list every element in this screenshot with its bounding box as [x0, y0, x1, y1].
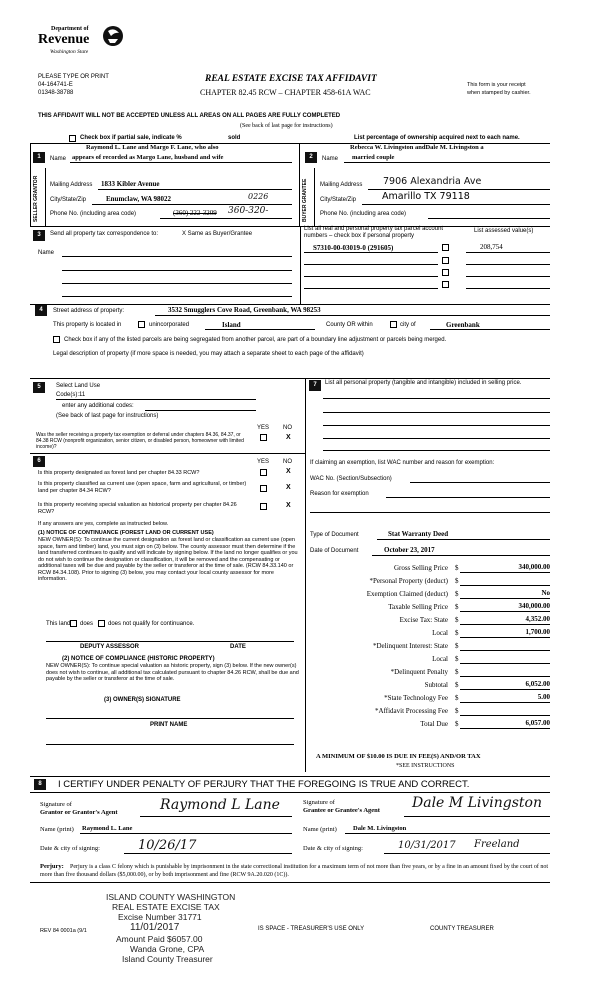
- minimum-due-note: A MINIMUM OF $10.00 IS DUE IN FEE(S) AND/OR TAX: [316, 753, 481, 760]
- tax-row-currency: $: [455, 668, 459, 676]
- does-not-label: does not qualify for continuance.: [108, 621, 195, 627]
- dor-logo: [38, 24, 130, 64]
- parcel-header: [304, 226, 464, 240]
- parcel-header-line1: List all real and personal property tax parcel account: [304, 226, 444, 232]
- seller-grantor-tag: SELLER GRANTOR: [33, 175, 39, 222]
- buyer-city-label: City/State/Zip: [320, 197, 357, 203]
- seller-mailing-label: Mailing Address: [50, 182, 93, 188]
- assessed-header: List assessed value(s): [474, 228, 534, 234]
- tax-row-currency: $: [455, 681, 459, 689]
- deputy-assessor-label: DEPUTY ASSESSOR: [80, 644, 140, 650]
- tax-row-label: *Delinquent Interest: State: [372, 642, 448, 650]
- wac-label: WAC No. (Section/Subsection): [310, 476, 392, 482]
- grantee-date-value: 10/31/2017: [398, 840, 456, 851]
- current-use-no-x: X: [286, 484, 291, 491]
- historic-no-x: X: [286, 502, 291, 509]
- tax-row-currency: $: [455, 603, 459, 611]
- grantee-agent-label: Grantee or Grantee's Agent: [303, 807, 380, 814]
- grantee-name-label: Name (print): [303, 826, 337, 833]
- exemption-yes-box[interactable]: [260, 434, 267, 441]
- tax-row-label: *Delinquent Penalty: [390, 668, 448, 676]
- personal-property-checkbox-3[interactable]: [442, 269, 449, 276]
- seller-phone-label: Phone No. (including area code): [50, 211, 137, 217]
- perjury-label: Perjury:: [40, 863, 64, 870]
- grantor-date-label: Date & city of signing:: [40, 845, 100, 852]
- section-1-number: 1: [33, 152, 45, 163]
- personal-property-checkbox-2[interactable]: [442, 257, 449, 264]
- seller-phone-handwritten-2: 0226: [248, 192, 269, 201]
- grantor-name-value: Raymond L. Lane: [82, 825, 133, 832]
- segregate-checkbox[interactable]: [53, 336, 60, 343]
- revision-code: REV 84 0001a (9/1: [40, 928, 87, 934]
- notice2-title: (2) NOTICE OF COMPLIANCE (HISTORIC PROPERTY): [62, 656, 215, 662]
- doc-date-value: October 23, 2017: [384, 546, 435, 554]
- dept-line3: Washington State: [50, 49, 89, 55]
- seller-address: 1833 Kibler Avenue: [101, 180, 160, 188]
- tax-row-value: 4,352.00: [525, 615, 550, 623]
- tax-row-currency: $: [455, 577, 459, 585]
- treasurer-use-label: IS SPACE - TREASURER'S USE ONLY: [258, 926, 365, 932]
- any-yes-note: If any answers are yes, complete as instructed below.: [38, 521, 169, 527]
- stamp-date: 11/01/2017: [130, 922, 180, 933]
- street-label: Street address of property:: [53, 308, 125, 314]
- partial-sale-label: Check box if partial sale, indicate %: [80, 135, 182, 141]
- personal-property-checkbox-4[interactable]: [442, 281, 449, 288]
- stamp-county: ISLAND COUNTY WASHINGTON: [106, 892, 236, 902]
- assessed-value: 208,754: [480, 243, 503, 251]
- seller-phone-struck: (360) 222-3209: [173, 209, 217, 217]
- historic-yes-box[interactable]: [260, 503, 267, 510]
- historic-question: Is this property receiving special valuation as historical property per chapter 84.26 RCW?: [38, 502, 237, 515]
- buyer-name-line2: married couple: [352, 154, 395, 161]
- exemption-question: Was the seller receiving a property tax exemption or deferral under chapters 84.36, 84.37, or 84.38 RCW (nonprofit organization, senior citizen, or disabled person, homeowner with limited income)?: [36, 432, 244, 451]
- tax-row-label: Gross Selling Price: [393, 564, 448, 572]
- send-correspondence-label: Send all property tax correspondence to:: [50, 231, 159, 237]
- perjury-text: Perjury is a class C felony which is punishable by imprisonment in the state correctional institution for a maximum term of not more than five years, or by a fine in an amount fixed by the court of not more than five thousand dollars ($5,000.00), or by both imprisonment and fine (RCW 9A.20.020 (1C)).: [40, 864, 549, 878]
- see-instructions: *SEE INSTRUCTIONS: [396, 763, 455, 769]
- grantee-signature: Dale M Livingston: [412, 795, 542, 811]
- buyer-grantee-tag: BUYER GRANTEE: [302, 178, 308, 222]
- notice2-body: NEW OWNER(S): To continue special valuation as historic property, sign (3) below. If the new owner(s) does not wish to continue, all additional tax calculated pursuant to chapter 84.26 RCW, shall be due and payable by the seller or transferor at the time of sale.: [46, 663, 299, 682]
- tax-row-label: Subtotal: [424, 681, 448, 689]
- select-land-use: Select Land Use: [56, 383, 101, 389]
- seller-city-label: City/State/Zip: [50, 197, 87, 203]
- county-or-within: County OR within: [326, 322, 373, 328]
- seller-name-label: Name: [50, 156, 67, 162]
- section-3-number: 3: [33, 230, 45, 241]
- doc-date-label: Date of Document: [310, 548, 359, 554]
- section5-no: NO: [283, 425, 292, 431]
- sold-label: sold: [228, 135, 241, 141]
- notice1-title: (1) NOTICE OF CONTINUANCE (FOREST LAND OR CURRENT USE): [38, 530, 214, 536]
- buyer-name-label: Name: [322, 156, 339, 162]
- buyer-mailing-label: Mailing Address: [320, 182, 363, 188]
- located-label: This property is located in: [53, 322, 122, 328]
- tax-row-value: 340,000.00: [518, 563, 550, 571]
- dept-line2: Revenue: [38, 32, 90, 47]
- does-qualify-box[interactable]: [70, 620, 77, 627]
- form-title: REAL ESTATE EXCISE TAX AFFIDAVIT: [205, 74, 377, 84]
- tax-row-value: 340,000.00: [518, 602, 550, 610]
- form-chapter: CHAPTER 82.45 RCW – CHAPTER 458-61A WAC: [200, 88, 371, 97]
- grantee-name-value: Dale M. Livingston: [353, 825, 407, 832]
- stamp-amount: Amount Paid $6057.00: [116, 934, 203, 944]
- grantor-name-label: Name (print): [40, 826, 74, 833]
- city-checkbox[interactable]: [390, 321, 397, 328]
- receipt-note-1: This form is your receipt: [467, 82, 526, 88]
- owner-signature-label: (3) OWNER(S) SIGNATURE: [104, 697, 181, 703]
- city-of-label: city of: [400, 322, 416, 328]
- tax-row-currency: $: [455, 642, 459, 650]
- correspondence-name-label: Name: [38, 250, 55, 256]
- does-label: does: [80, 621, 94, 627]
- section-5-number: 5: [33, 382, 45, 393]
- tax-row-value: No: [541, 589, 550, 597]
- stamp-tax: REAL ESTATE EXCISE TAX: [112, 902, 220, 912]
- forest-yes-box[interactable]: [260, 469, 267, 476]
- doc-type-label: Type of Document: [310, 532, 359, 538]
- section-6-number: 6: [33, 456, 45, 467]
- grantor-agent-label: Grantor or Grantor's Agent: [40, 809, 118, 816]
- print-name-label: PRINT NAME: [150, 722, 188, 728]
- tax-row-currency: $: [455, 564, 459, 572]
- tax-row-label: Local: [432, 655, 448, 663]
- buyer-address: 7906 Alexandria Ave: [383, 176, 482, 187]
- seller-name-line2: appears of recorded as Margo Lane, husband and wife: [72, 154, 224, 161]
- seller-name-line1: Raymond L. Lane and Margo F. Lane, who also: [86, 144, 219, 151]
- tax-row-label: *State Technology Fee: [384, 694, 448, 702]
- form-code-2: 01348-38788: [38, 90, 74, 96]
- section-8-number: 8: [34, 779, 46, 790]
- personal-property-checkbox-1[interactable]: [442, 244, 449, 251]
- parcel-number: S7310-00-03019-0 (291605): [313, 244, 394, 252]
- tax-row-label: Exemption Claimed (deduct): [366, 590, 448, 598]
- tax-row-currency: $: [455, 720, 459, 728]
- tax-row-value: 5.00: [537, 693, 550, 701]
- section5-see-back: (See back of last page for instructions): [56, 413, 159, 419]
- tax-row-currency: $: [455, 590, 459, 598]
- tax-row-currency: $: [455, 694, 459, 702]
- tax-row-label: Local: [432, 629, 448, 637]
- legal-description-label: Legal description of property (if more space is needed, you may attach a separate sheet to each page of the affidavit): [53, 351, 364, 357]
- unincorporated-label: unincorporated: [149, 322, 190, 328]
- tax-row-currency: $: [455, 655, 459, 663]
- land-use-code: Code(s):11: [56, 392, 86, 398]
- buyer-city: Amarillo TX 79118: [382, 191, 470, 202]
- warning-banner: THIS AFFIDAVIT WILL NOT BE ACCEPTED UNLESS ALL AREAS ON ALL PAGES ARE FULLY COMPLETED: [38, 113, 341, 119]
- see-back-note: (See back of last page for instructions): [240, 123, 333, 129]
- county-treasurer-label: COUNTY TREASURER: [430, 926, 494, 932]
- reason-label: Reason for exemption: [310, 491, 369, 497]
- doc-type-value: Stat Warranty Deed: [388, 530, 449, 538]
- tax-row-label: Total Due: [420, 720, 448, 728]
- county-value: Island: [222, 321, 241, 329]
- seller-phone-handwritten: 360-320-: [228, 206, 269, 216]
- tax-row-label: Excise Tax: State: [399, 616, 448, 624]
- assessor-date-label: DATE: [230, 644, 246, 650]
- dept-line1: Department of: [51, 26, 89, 32]
- personal-property-label: List all personal property (tangible and intangible) included in selling price.: [325, 380, 522, 386]
- additional-codes-label: enter any additional codes:: [62, 403, 134, 409]
- section6-yes: YES: [257, 459, 270, 465]
- print-notice: PLEASE TYPE OR PRINT: [38, 74, 109, 80]
- unincorporated-checkbox[interactable]: [138, 321, 145, 328]
- section-4-number: 4: [35, 305, 47, 316]
- parcel-header-line2: numbers – check box if personal property: [304, 233, 415, 240]
- tax-row-currency: $: [455, 616, 459, 624]
- tax-row-value: 1,700.00: [525, 628, 550, 636]
- buyer-phone-label: Phone No. (including area code): [320, 211, 407, 217]
- tax-row-value: 6,057.00: [525, 719, 550, 727]
- grantor-signature: Raymond L Lane: [160, 797, 280, 813]
- seller-city: Enumclaw, WA 98022: [106, 195, 172, 203]
- tax-row-currency: $: [455, 707, 459, 715]
- street-address: 3532 Smugglers Cove Road, Greenbank, WA 98253: [168, 306, 321, 314]
- section-7-number: 7: [309, 380, 321, 391]
- tax-row-value: 6,052.00: [525, 680, 550, 688]
- receipt-note-2: when stamped by cashier.: [467, 90, 531, 96]
- stamp-excise-number: Excise Number 31771: [118, 912, 202, 922]
- section5-yes: YES: [257, 425, 270, 431]
- grantor-date-value: 10/26/17: [138, 838, 197, 853]
- same-as-buyer: X Same as Buyer/Grantee: [182, 231, 253, 237]
- segregate-label: Check box if any of the listed parcels are being segregated from another parcel, are part of a boundary line adjustment or parcels being merged.: [64, 337, 447, 343]
- exemption-claim-label: If claiming an exemption, list WAC number and reason for exemption:: [310, 460, 495, 466]
- grantee-date-label: Date & city of signing:: [303, 845, 363, 852]
- grantee-city-value: Freeland: [474, 839, 520, 850]
- stamp-signer: Wanda Grone, CPA: [130, 944, 205, 954]
- notice1-body: NEW OWNER(S): To continue the current designation as forest land or classification as current use (open space, farm and timber) land, you must sign on (3) below. The county assessor must then determine if the land transferred continues to qualify and will indicate by signing below. If the land no longer qualifies or you do not wish to continue the designation or classification, it will be removed and the compensating or additional taxes will be due and payable by the seller or transferor at the time of sale. (RCW 84.33.140 or RCW 84.34.108). Prior to signing (3) below, you may contact your local county assessor for more information.: [38, 537, 298, 582]
- current-use-question: Is this property classified as current use (open space, farm and agricultural, or timber) land per chapter 84.34 RCW?: [38, 481, 247, 494]
- section6-no: NO: [283, 459, 292, 465]
- ownership-label: List percentage of ownership acquired next to each name.: [354, 135, 520, 141]
- tax-row-label: Taxable Selling Price: [388, 603, 448, 611]
- current-use-yes-box[interactable]: [260, 485, 267, 492]
- buyer-name-line1: Rebecca W. Livingston andDale M. Livingston a: [350, 144, 484, 151]
- partial-sale-checkbox[interactable]: [69, 135, 76, 142]
- forest-land-question: Is this property designated as forest land per chapter 84.33 RCW?: [38, 470, 200, 476]
- city-value: Greenbank: [446, 321, 480, 329]
- this-land-label: This land: [46, 621, 71, 627]
- exemption-no-x: X: [286, 434, 291, 441]
- grantor-sig-label: Signature of: [40, 801, 72, 808]
- grantee-sig-label: Signature of: [303, 799, 335, 806]
- section-2-number: 2: [305, 152, 317, 163]
- stamp-title: Island County Treasurer: [122, 954, 213, 964]
- logo-emblem-icon: [102, 24, 124, 48]
- form-code-1: 04-164741-E: [38, 82, 73, 88]
- certify-statement: I CERTIFY UNDER PENALTY OF PERJURY THAT THE FOREGOING IS TRUE AND CORRECT.: [58, 779, 470, 790]
- forest-no-x: X: [286, 468, 291, 475]
- tax-row-label: *Affidavit Processing Fee: [375, 707, 448, 715]
- does-not-qualify-box[interactable]: [98, 620, 105, 627]
- tax-row-currency: $: [455, 629, 459, 637]
- tax-row-label: *Personal Property (deduct): [369, 577, 448, 585]
